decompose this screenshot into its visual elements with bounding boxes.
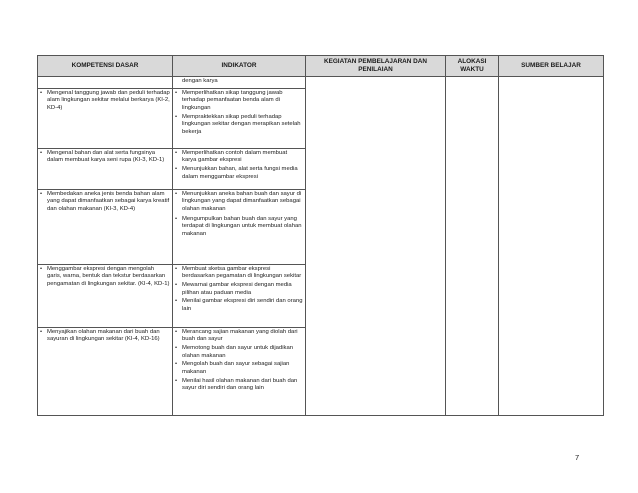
page-number: 7 [575, 453, 580, 462]
bullet-icon: • [175, 149, 178, 156]
kd-item [40, 329, 170, 344]
bullet-icon: • [40, 190, 43, 197]
indicator-text: Memotong buah dan sayur untuk dijadikan olahan makanan [182, 345, 294, 359]
indicator-item [175, 166, 303, 181]
indicator-text: Mewarnai gambar ekspresi dengan media pilihan atau paduan media [182, 282, 292, 296]
bullet-icon: • [40, 265, 43, 272]
indicator-text: Menunjukkan bahan, alat serta fungsi media dalam menggambar ekspresi [182, 166, 298, 180]
bullet-icon: • [40, 89, 43, 96]
header-kegiatan: KEGIATAN PEMBELAJARAN DAN PENILAIAN [306, 56, 446, 77]
bullet-icon: • [175, 298, 178, 305]
kd-item [40, 150, 170, 165]
bullet-icon: • [175, 166, 178, 173]
kd-cell [38, 327, 173, 415]
kegiatan-cell [306, 77, 446, 416]
indicator-text: Merancang sajian makanan yang diolah dari buah dan sayur [182, 328, 298, 343]
bullet-icon: • [175, 377, 178, 384]
indicator-item [175, 329, 303, 344]
continuation-row [38, 77, 604, 89]
indicator-cell [173, 189, 306, 264]
indicator-item [175, 216, 303, 239]
bullet-icon: • [175, 265, 178, 272]
indicator-text: Menilai gambar ekspresi diri sendiri dan orang lain [182, 298, 303, 313]
header-alokasi-waktu: ALOKASI WAKTU [446, 56, 499, 77]
indicator-item [175, 378, 303, 393]
indicator-cell [173, 88, 306, 148]
header-sumber-belajar: SUMBER BELAJAR [499, 56, 604, 77]
bullet-icon: • [40, 149, 43, 156]
indicator-text: Mengolah buah dan sayur sebagai sajian makanan [182, 361, 290, 376]
indicator-item [175, 150, 303, 165]
kd-cell [38, 148, 173, 189]
bullet-icon: • [175, 282, 178, 289]
kd-item [40, 266, 170, 289]
bullet-icon: • [175, 113, 178, 120]
indicator-cell [173, 327, 306, 415]
indicator-text: Memperlihatkan contoh dalam membuat karya gambar ekspresi [182, 149, 288, 164]
indicator-item [175, 90, 303, 113]
indicator-cell [173, 148, 306, 189]
kd-cell [38, 264, 173, 327]
indicator-item [175, 298, 303, 313]
indicator-text: Menunjukkan aneka bahan buah dan sayur di lingkungan yang dapat dimanfaatkan sebagai olahan makanan [182, 190, 302, 213]
kd-cell [38, 189, 173, 264]
indicator-item [175, 266, 303, 281]
bullet-icon: • [175, 328, 178, 335]
header-indikator: INDIKATOR [173, 56, 306, 77]
bullet-icon: • [175, 215, 178, 222]
indicator-item [175, 361, 303, 376]
table-body [38, 77, 604, 416]
continuation-kd-cell [38, 77, 173, 89]
bullet-icon: • [40, 328, 43, 335]
kd-text: Membedakan aneka jenis benda bahan alam yang dapat dimanfaatkan sebagai karya kreatif dan olahan makanan (KI-3, KD-4) [47, 190, 170, 213]
indicator-item [175, 191, 303, 214]
indicator-item [175, 345, 303, 360]
bullet-icon: • [175, 190, 178, 197]
indicator-text: Mempraktekkan sikap peduli terhadap lingkungan sekitar dengan merapikan setelah bekerja [182, 113, 301, 136]
kd-cell [38, 88, 173, 148]
alokasi-cell [446, 77, 499, 416]
sumber-cell [499, 77, 604, 416]
kd-text: Mengenal tanggung jawab dan peduli terhadap alam lingkungan sekitar melalui berkarya (KI-2, KD-4) [47, 89, 170, 112]
header-kompetensi-dasar: KOMPETENSI DASAR [38, 56, 173, 77]
kd-text: Menyajikan olahan makanan dari buah dan sayuran di lingkungan sekitar (KI-4, KD-16) [47, 328, 160, 343]
kd-item [40, 191, 170, 214]
kd-text: Menggambar ekspresi dengan mengolah garis, warna, bentuk dan tekstur berdasarkan pengamatan di lingkungan sekitar. (KI-4, KD-1) [47, 265, 170, 288]
indicator-text: Memperlihatkan sikap tanggung jawab terhadap pemanfaatan benda alam di lingkungan [182, 89, 283, 112]
continuation-text: dengan karya [182, 78, 218, 84]
bullet-icon: • [175, 345, 178, 352]
bullet-icon: • [175, 361, 178, 368]
indicator-item [175, 282, 303, 297]
bullet-icon: • [175, 89, 178, 96]
indicator-item [175, 114, 303, 137]
rpp-table [37, 55, 604, 416]
indicator-text: Membuat sketsa gambar ekspresi berdasarkan pegamatan di lingkungan sekitar [182, 265, 302, 280]
kd-text: Mengenal bahan dan alat serta fungsinya dalam membuat karya seni rupa (KI-3, KD-1) [47, 149, 165, 164]
continuation-indicator-cell [173, 77, 306, 89]
indicator-text: Menilai hasil olahan makanan dari buah dan sayur diri sendiri dan orang lain [182, 377, 298, 392]
table-header-row [38, 56, 604, 77]
indicator-cell [173, 264, 306, 327]
kd-item [40, 90, 170, 113]
indicator-text: Mengumpulkan bahan buah dan sayur yang terdapat di lingkungan untuk membuat olahan makanan [182, 215, 302, 238]
